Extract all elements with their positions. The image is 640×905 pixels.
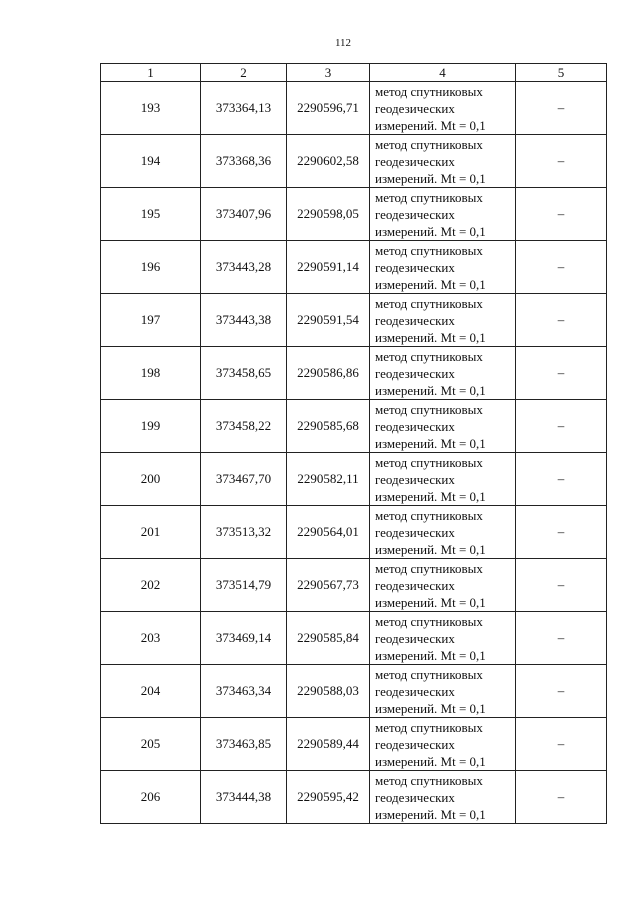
note-cell: – (516, 294, 607, 347)
x-coordinate-cell: 373463,34 (201, 665, 287, 718)
method-cell: метод спутниковых геодезических измерений. Mt = 0,1 (370, 82, 516, 135)
method-cell: метод спутниковых геодезических измерений. Mt = 0,1 (370, 188, 516, 241)
point-number-cell: 198 (101, 347, 201, 400)
method-cell: метод спутниковых геодезических измерений. Mt = 0,1 (370, 718, 516, 771)
y-coordinate-cell: 2290586,86 (287, 347, 370, 400)
table-body (101, 82, 607, 824)
table-row (101, 559, 607, 612)
table-row (101, 718, 607, 771)
point-number-cell: 202 (101, 559, 201, 612)
y-coordinate-cell: 2290602,58 (287, 135, 370, 188)
point-number-cell: 201 (101, 506, 201, 559)
x-coordinate-cell: 373444,38 (201, 771, 287, 824)
point-number-cell: 193 (101, 82, 201, 135)
point-number-cell: 194 (101, 135, 201, 188)
y-coordinate-cell: 2290589,44 (287, 718, 370, 771)
method-cell: метод спутниковых геодезических измерений. Mt = 0,1 (370, 400, 516, 453)
point-number-cell: 206 (101, 771, 201, 824)
point-number-cell: 195 (101, 188, 201, 241)
column-header-5: 5 (516, 64, 607, 82)
y-coordinate-cell: 2290591,54 (287, 294, 370, 347)
y-coordinate-cell: 2290588,03 (287, 665, 370, 718)
coordinates-table (100, 63, 607, 824)
note-cell: – (516, 347, 607, 400)
column-header-2: 2 (201, 64, 287, 82)
y-coordinate-cell: 2290595,42 (287, 771, 370, 824)
method-cell: метод спутниковых геодезических измерений. Mt = 0,1 (370, 135, 516, 188)
page-number: 112 (334, 37, 352, 49)
x-coordinate-cell: 373407,96 (201, 188, 287, 241)
method-cell: метод спутниковых геодезических измерений. Mt = 0,1 (370, 506, 516, 559)
method-cell: метод спутниковых геодезических измерений. Mt = 0,1 (370, 559, 516, 612)
x-coordinate-cell: 373443,38 (201, 294, 287, 347)
table-row (101, 665, 607, 718)
header-row (101, 64, 607, 82)
note-cell: – (516, 771, 607, 824)
x-coordinate-cell: 373467,70 (201, 453, 287, 506)
x-coordinate-cell: 373458,65 (201, 347, 287, 400)
table-row (101, 135, 607, 188)
point-number-cell: 197 (101, 294, 201, 347)
point-number-cell: 199 (101, 400, 201, 453)
method-cell: метод спутниковых геодезических измерений. Mt = 0,1 (370, 241, 516, 294)
method-cell: метод спутниковых геодезических измерений. Mt = 0,1 (370, 612, 516, 665)
y-coordinate-cell: 2290564,01 (287, 506, 370, 559)
method-cell: метод спутниковых геодезических измерений. Mt = 0,1 (370, 771, 516, 824)
column-header-1: 1 (101, 64, 201, 82)
table-row (101, 453, 607, 506)
note-cell: – (516, 718, 607, 771)
y-coordinate-cell: 2290582,11 (287, 453, 370, 506)
y-coordinate-cell: 2290585,84 (287, 612, 370, 665)
note-cell: – (516, 453, 607, 506)
method-cell: метод спутниковых геодезических измерений. Mt = 0,1 (370, 665, 516, 718)
table-row (101, 82, 607, 135)
method-cell: метод спутниковых геодезических измерений. Mt = 0,1 (370, 347, 516, 400)
note-cell: – (516, 506, 607, 559)
table-row (101, 241, 607, 294)
point-number-cell: 200 (101, 453, 201, 506)
x-coordinate-cell: 373463,85 (201, 718, 287, 771)
note-cell: – (516, 135, 607, 188)
y-coordinate-cell: 2290598,05 (287, 188, 370, 241)
y-coordinate-cell: 2290591,14 (287, 241, 370, 294)
method-cell: метод спутниковых геодезических измерений. Mt = 0,1 (370, 294, 516, 347)
note-cell: – (516, 400, 607, 453)
table-row (101, 612, 607, 665)
method-cell: метод спутниковых геодезических измерений. Mt = 0,1 (370, 453, 516, 506)
table-row (101, 188, 607, 241)
table-row (101, 506, 607, 559)
table-row (101, 347, 607, 400)
x-coordinate-cell: 373364,13 (201, 82, 287, 135)
point-number-cell: 203 (101, 612, 201, 665)
note-cell: – (516, 241, 607, 294)
column-header-3: 3 (287, 64, 370, 82)
note-cell: – (516, 665, 607, 718)
table-row (101, 400, 607, 453)
note-cell: – (516, 82, 607, 135)
x-coordinate-cell: 373514,79 (201, 559, 287, 612)
y-coordinate-cell: 2290585,68 (287, 400, 370, 453)
x-coordinate-cell: 373368,36 (201, 135, 287, 188)
note-cell: – (516, 612, 607, 665)
x-coordinate-cell: 373443,28 (201, 241, 287, 294)
y-coordinate-cell: 2290567,73 (287, 559, 370, 612)
point-number-cell: 204 (101, 665, 201, 718)
table-row (101, 294, 607, 347)
x-coordinate-cell: 373458,22 (201, 400, 287, 453)
y-coordinate-cell: 2290596,71 (287, 82, 370, 135)
point-number-cell: 196 (101, 241, 201, 294)
column-header-4: 4 (370, 64, 516, 82)
note-cell: – (516, 559, 607, 612)
x-coordinate-cell: 373513,32 (201, 506, 287, 559)
table-row (101, 771, 607, 824)
note-cell: – (516, 188, 607, 241)
x-coordinate-cell: 373469,14 (201, 612, 287, 665)
point-number-cell: 205 (101, 718, 201, 771)
